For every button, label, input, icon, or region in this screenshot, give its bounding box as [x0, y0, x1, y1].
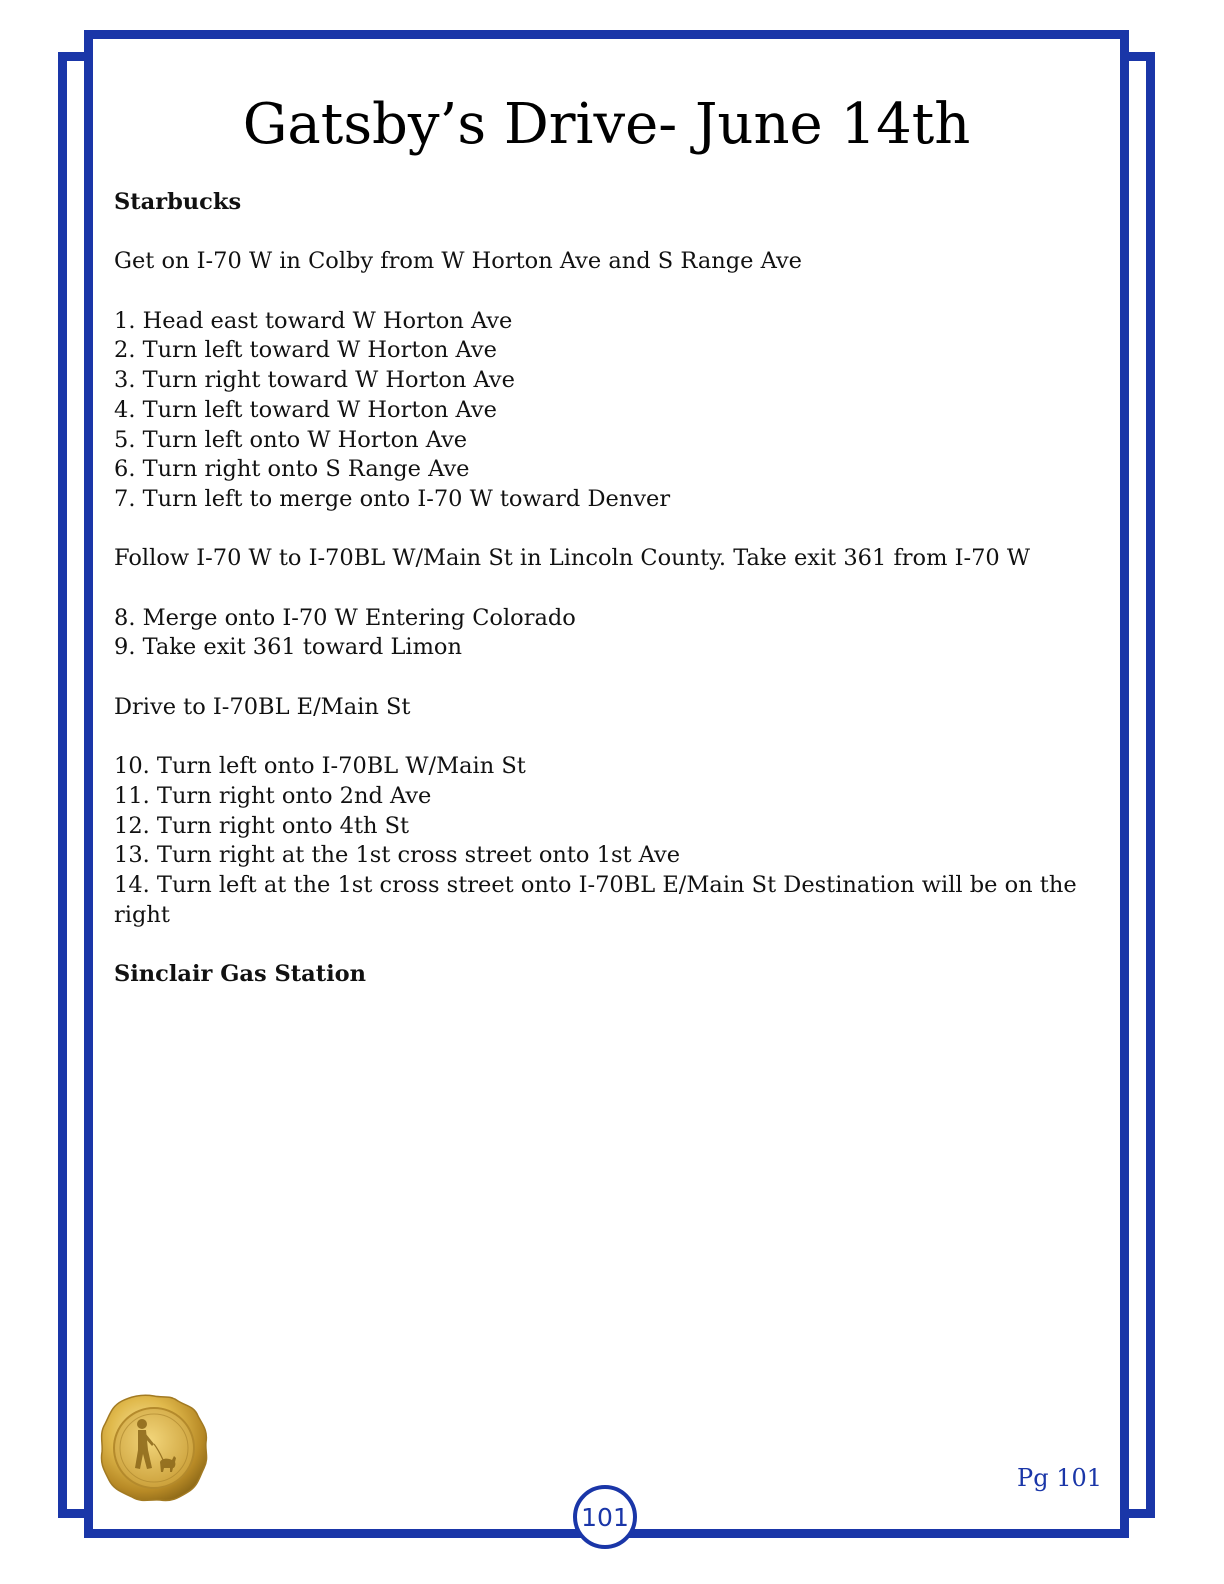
- direction-step: 7. Turn left to merge onto I-70 W toward Denver: [114, 486, 671, 512]
- spacer: [114, 277, 1104, 307]
- direction-step: 1. Head east toward W Horton Ave: [114, 307, 513, 334]
- direction-step: 11. Turn right onto 2nd Ave: [114, 782, 432, 809]
- segment1-intro: Get on I-70 W in Colby from W Horton Ave and S Range Ave: [114, 248, 802, 275]
- segment3-steps: [114, 752, 1104, 930]
- spacer: [114, 663, 1104, 693]
- direction-step: 9. Take exit 361 toward Limon: [114, 634, 462, 661]
- direction-step: 14. Turn left at the 1st cross street onto I-70BL E/Main St Destination will be on the right: [114, 872, 1077, 928]
- spacer: [114, 930, 1104, 960]
- page-title: Gatsby’s Drive- June 14th: [242, 92, 971, 157]
- direction-step: 12. Turn right onto 4th St: [114, 812, 410, 839]
- spacer: [114, 515, 1104, 545]
- segment3-intro: Drive to I-70BL E/Main St: [114, 693, 411, 720]
- page-number-badge: [573, 1485, 637, 1549]
- walking-person-with-dog-seal-icon: [98, 1392, 210, 1504]
- direction-step: 8. Merge onto I-70 W Entering Colorado: [114, 604, 576, 631]
- direction-step: 5. Turn left onto W Horton Ave: [114, 426, 468, 453]
- direction-step: 3. Turn right toward W Horton Ave: [114, 367, 515, 394]
- direction-step: 6. Turn right onto S Range Ave: [114, 456, 470, 483]
- spacer: [114, 218, 1104, 248]
- direction-step: 10. Turn left onto I-70BL W/Main St: [114, 753, 526, 780]
- direction-step: 4. Turn left toward W Horton Ave: [114, 396, 497, 423]
- page-number: 101: [581, 1502, 629, 1532]
- page-label: Pg 101: [1017, 1464, 1102, 1492]
- directions-content: [114, 188, 1104, 990]
- segment2-intro: Follow I-70 W to I-70BL W/Main St in Lincoln County. Take exit 361 from I-70 W: [114, 545, 1030, 572]
- start-location-heading: Starbucks: [114, 189, 242, 215]
- spacer: [114, 723, 1104, 753]
- spacer: [114, 574, 1104, 604]
- direction-step: 13. Turn right at the 1st cross street onto 1st Ave: [114, 842, 681, 869]
- end-location-heading: Sinclair Gas Station: [114, 961, 367, 988]
- segment1-steps: [114, 307, 1104, 515]
- segment2-steps: [114, 604, 1104, 663]
- direction-step: 2. Turn left toward W Horton Ave: [114, 337, 497, 364]
